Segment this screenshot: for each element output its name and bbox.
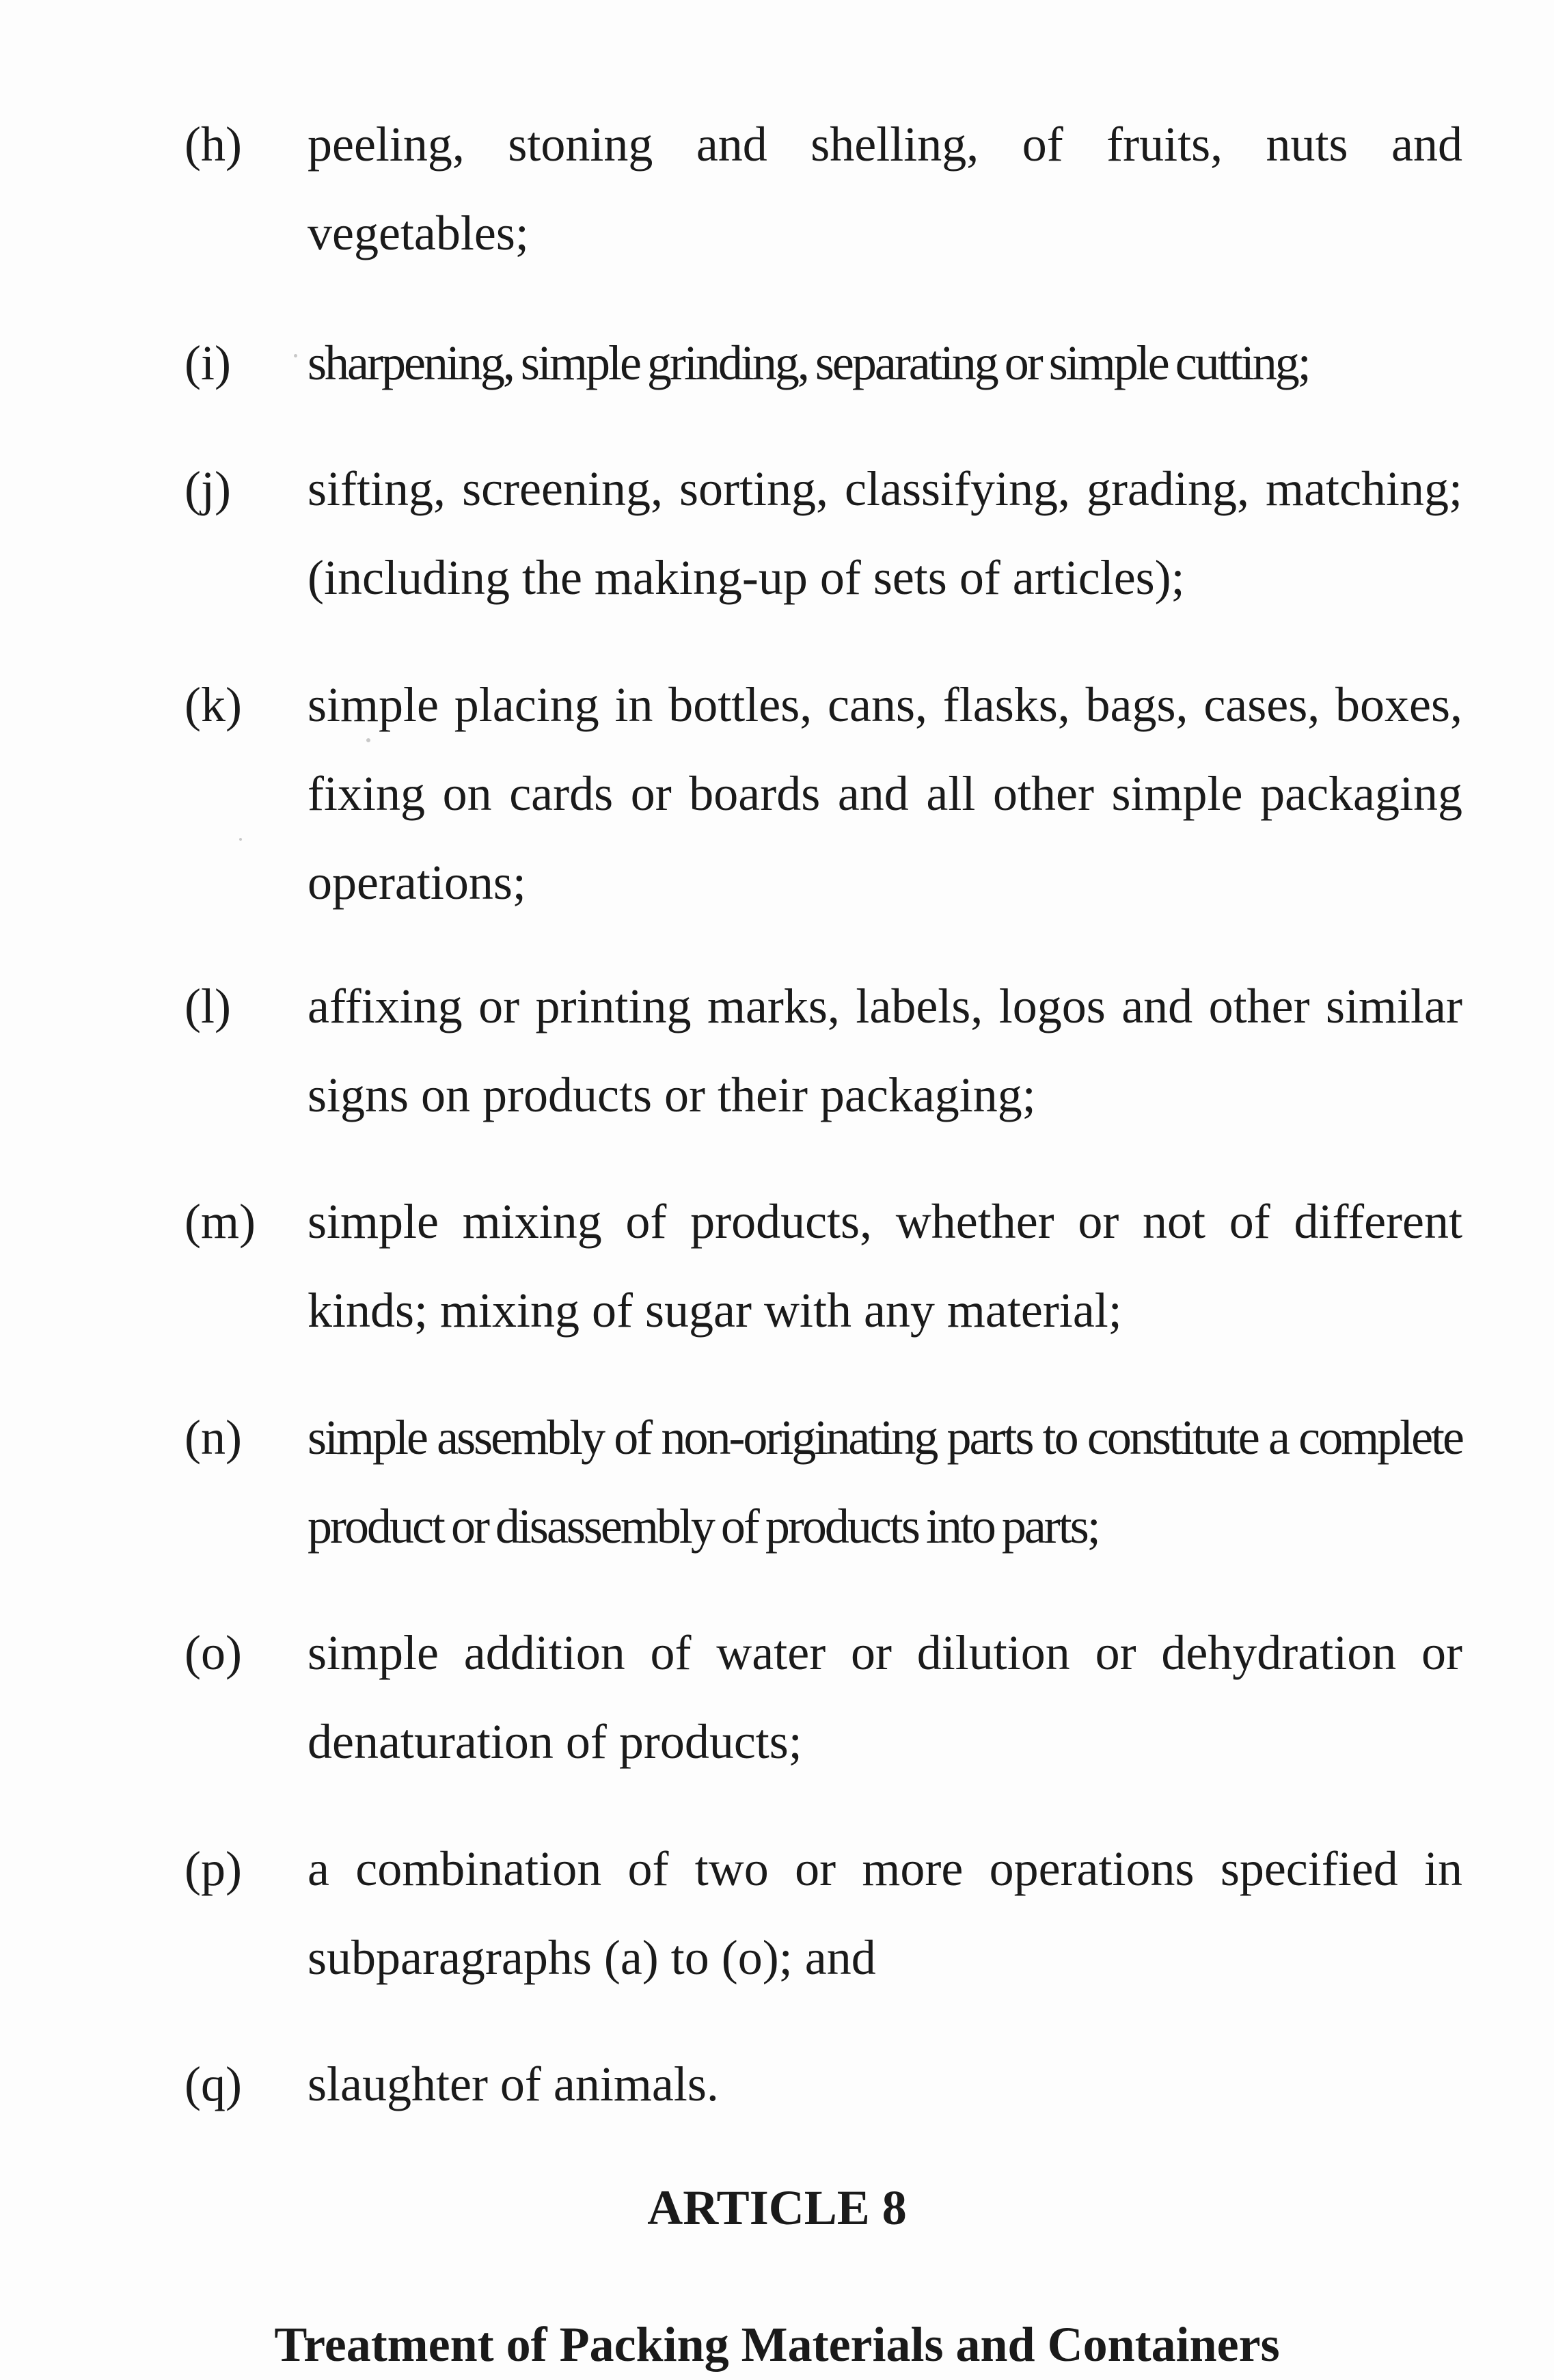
list-marker: (p) xyxy=(185,1841,242,1896)
list-item-text: simple addition of water or dilution or dehydration or denaturation of products; xyxy=(308,1625,1462,1769)
list-item-text: sifting, screening, sorting, classifying, grading, matching; (including the making-up of sets of articles); xyxy=(308,461,1462,605)
list-item-text: simple assembly of non-originating parts to constitute a complete product or disassembly of products into parts; xyxy=(308,1410,1462,1554)
list-item-text: slaughter of animals. xyxy=(308,2057,719,2111)
article-title: Treatment of Packing Materials and Containers xyxy=(274,2317,1280,2372)
list-item-text: simple mixing of products, whether or not of different kinds; mixing of sugar with any material; xyxy=(308,1194,1462,1338)
list-item-text: a combination of two or more operations specified in subparagraphs (a) to (o); and xyxy=(308,1841,1462,1985)
list-marker: (q) xyxy=(185,2057,242,2111)
list-marker: (n) xyxy=(185,1410,242,1465)
list-marker: (i) xyxy=(185,336,231,390)
article-number: ARTICLE 8 xyxy=(647,2180,907,2235)
list-marker: (k) xyxy=(185,677,242,732)
list-item-text: simple placing in bottles, cans, flasks, bags, cases, boxes, fixing on cards or boards and all other simple packaging operations; xyxy=(308,677,1462,910)
list-marker: (m) xyxy=(185,1194,256,1249)
scan-speck xyxy=(239,838,242,841)
list-marker: (h) xyxy=(185,117,242,172)
list-marker: (o) xyxy=(185,1625,242,1680)
list-marker: (j) xyxy=(185,461,231,516)
scan-speck xyxy=(366,738,370,742)
list-marker: (l) xyxy=(185,979,231,1033)
list-item-text: sharpening, simple grinding, separating or simple cutting; xyxy=(308,336,1309,390)
list-item-text: peeling, stoning and shelling, of fruits, nuts and vegetables; xyxy=(308,117,1462,260)
list-item-text: affixing or printing marks, labels, logos and other similar signs on products or their packaging; xyxy=(308,979,1462,1122)
scan-speck xyxy=(294,354,297,357)
